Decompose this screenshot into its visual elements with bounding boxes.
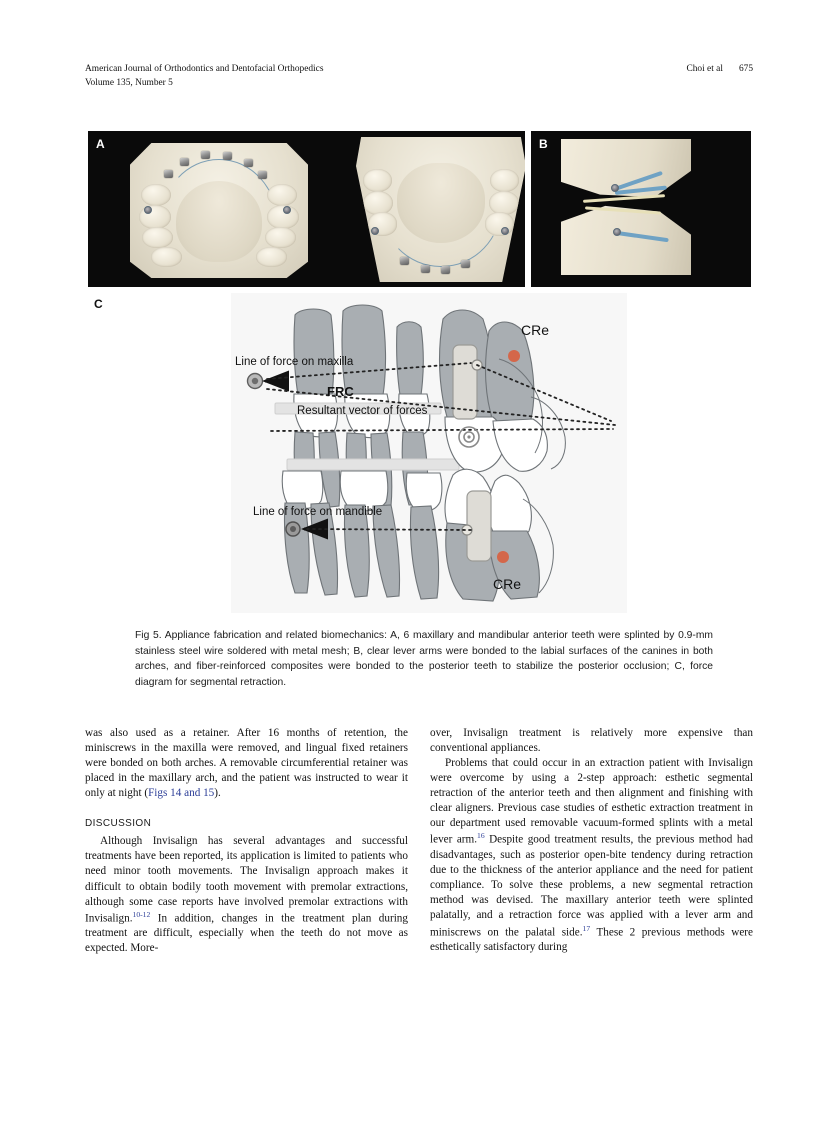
left-p2-part1: Although Invisalign has several advantages and successful treatments have been reported, its application is limited to patients who need minor tooth movements. The Invisalign approach makes it difficult to obtain bodily tooth movement with premolar extractions, although some case reports have involved premolar extractions with Invisalign.	[85, 835, 408, 925]
force-diagram-svg	[231, 293, 627, 613]
right-p2-part1: Problems that could occur in an extraction patient with Invisalign were overcome by using a 2-step approach: esthetic segmental retraction of the anterior teeth and then alignment and finishing with clear aligners. Previous case studies of esthetic extraction treatment in our department used removable vacuum-formed splints with a metal lever arm.	[430, 757, 753, 847]
figure-caption	[135, 628, 713, 691]
metal-mesh-pad	[244, 159, 253, 167]
metal-mesh-pad	[180, 158, 189, 166]
metal-mesh-pad	[441, 266, 450, 274]
tooth-bump	[142, 227, 172, 249]
left-p1-part2: ).	[214, 787, 221, 800]
body-text	[85, 726, 753, 957]
cre-point-maxilla	[508, 350, 520, 362]
figure-caption-label: Fig 5.	[135, 630, 162, 641]
mandibular-cast	[356, 137, 525, 282]
maxillary-cast	[130, 143, 308, 278]
maxillary-lever-arm	[453, 345, 477, 419]
miniscrew-head	[613, 228, 621, 236]
cre-label-maxilla: CRe	[521, 322, 550, 338]
metal-mesh-pad	[201, 151, 210, 159]
right-paragraph-2	[430, 756, 753, 955]
metal-mesh-pad	[164, 170, 173, 178]
maxillary-base	[561, 139, 691, 197]
tooth-bump	[256, 247, 286, 267]
lower-premolar	[406, 473, 442, 599]
reference-10-12-xref[interactable]: 10-12	[132, 909, 151, 919]
figure-5	[88, 131, 751, 615]
figs-14-15-xref[interactable]: Figs 14 and 15	[148, 787, 215, 800]
metal-mesh-pad	[421, 265, 430, 273]
line-of-force-mandible-label: Line of force on mandible	[253, 506, 383, 518]
left-paragraph-2	[85, 834, 408, 956]
tooth-bump	[265, 227, 295, 249]
miniscrew-core-mandible	[290, 526, 296, 532]
figure-panel-a	[88, 131, 525, 287]
metal-mesh-pad	[258, 171, 267, 179]
running-head-right	[686, 62, 753, 76]
cre-label-mandible: CRe	[493, 576, 522, 592]
left-p1-part1: was also used as a retainer. After 16 months of retention, the miniscrews in the maxilla were removed, and lingual fixed retainers were bonded on both arches. A removable circumferential retainer was placed in the maxillary arch, and the patient was instructed to wear it only at night (	[85, 727, 408, 800]
figure-panel-c	[88, 293, 751, 615]
reference-17-xref[interactable]: 17	[582, 923, 591, 933]
journal-title: American Journal of Orthodontics and Dentofacial Orthopedics	[85, 64, 324, 74]
miniscrew-core-maxilla	[252, 378, 258, 384]
tooth-bump	[363, 169, 392, 192]
metal-mesh-pad	[461, 260, 470, 268]
mandibular-base	[561, 203, 691, 275]
metal-mesh-pad	[400, 257, 409, 265]
tooth-bump	[490, 169, 519, 192]
frc-bar-lower	[287, 459, 459, 470]
panel-a-letter: A	[96, 137, 105, 151]
lateral-cast-model	[561, 139, 716, 279]
splint-archwire	[380, 204, 502, 268]
frc-label: FRC	[327, 384, 354, 399]
discussion-heading: DISCUSSION	[85, 818, 152, 830]
tooth-bump	[151, 247, 181, 267]
miniscrew-head	[611, 184, 619, 192]
right-column	[430, 726, 753, 957]
force-diagram-canvas	[231, 293, 627, 613]
running-head	[85, 62, 753, 90]
splint-archwire	[160, 159, 277, 224]
figure-panel-row-ab	[88, 131, 751, 287]
resultant-center-dot	[467, 435, 470, 438]
article-authors: Choi et al	[686, 64, 723, 74]
reference-16-xref[interactable]: 16	[477, 831, 485, 841]
line-of-force-maxilla-label: Line of force on maxilla	[235, 356, 354, 368]
right-p2-part2: Despite good treatment results, the previous method had disadvantages, such as posterior open-bite tendency during retraction due to the thickness of the anterior appliance and the need for patient compliance. To solve these problems, a new segmental retraction method was devised. The maxillary anterior teeth were splinted palatally, and a retraction force was applied with a lever arm and miniscrews on the palatal side.	[430, 834, 753, 939]
left-paragraph-1	[85, 726, 408, 801]
running-head-left	[85, 62, 323, 90]
panel-b-letter: B	[539, 137, 548, 151]
journal-volume: Volume 135, Number 5	[85, 78, 173, 89]
figure-panel-b	[531, 131, 751, 287]
panel-c-letter: C	[94, 297, 103, 311]
right-p2-part3: These 2 previous methods were esthetically satisfactory during	[430, 926, 753, 954]
metal-mesh-pad	[223, 152, 232, 160]
resultant-vector-label: Resultant vector of forces	[297, 405, 428, 417]
miniscrew-head	[501, 227, 509, 235]
cre-point-mandible	[497, 551, 509, 563]
page-number: 675	[738, 64, 753, 74]
left-column	[85, 726, 408, 957]
left-p2-part2: In addition, changes in the treatment plan during treatment are difficult, especially when the teeth do not move as expected. More-	[85, 912, 408, 955]
right-paragraph-1: over, Invisalign treatment is relatively more expensive than conventional appliances.	[430, 727, 753, 755]
figure-caption-text: Appliance fabrication and related biomechanics: A, 6 maxillary and mandibular anterior teeth were splinted by 0.9-mm stainless steel wire soldered with metal mesh; B, clear lever arms were bonded to the labial surfaces of the canines in both arches, and fiber-reinforced composites were bonded to the posterior teeth to stabilize the posterior occlusion; C, force diagram for segmental retraction.	[135, 630, 713, 688]
